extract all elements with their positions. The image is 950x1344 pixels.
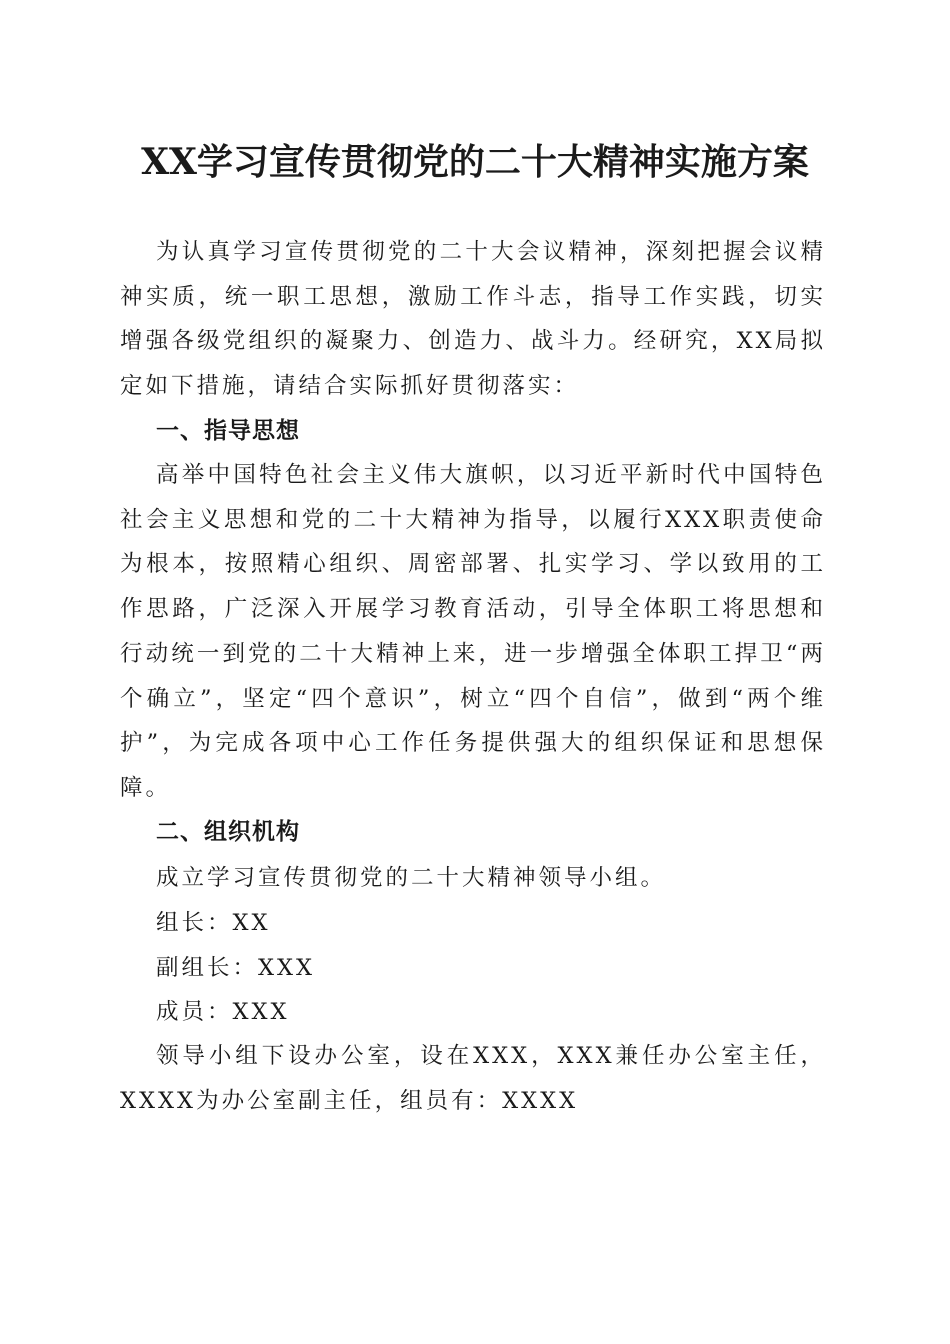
members-line: 成员：XXX xyxy=(156,999,290,1025)
deputy-leader-line: 副组长：XXX xyxy=(156,955,316,981)
section-heading-guiding-ideology: 一、指导思想 xyxy=(156,418,300,444)
intro-paragraph: 为认真学习宣传贯彻党的二十大会议精神，深刻把握会议精神实质，统一职工思想，激励工作斗志，指导工作实践，切实增强各级党组织的凝聚力、创造力、战斗力。经研究，XX局拟定如下措施，请结合实际抓好贯彻落实： xyxy=(120,239,826,400)
guiding-ideology-paragraph: 高举中国特色社会主义伟大旗帜，以习近平新时代中国特色社会主义思想和党的二十大精神为指导，以履行XXX职责使命为根本，按照精心组织、周密部署、扎实学习、学以致用的工作思路，广泛深入开展学习教育活动，引导全体职工将思想和行动统一到党的二十大精神上来，进一步增强全体职工捍卫“两个确立”，坚定“四个意识”，树立“四个自信”，做到“两个维护”，为完成各项中心工作任务提供强大的组织保证和思想保障。 xyxy=(120,462,826,801)
document-title: XX学习宣传贯彻党的二十大精神实施方案 xyxy=(141,141,809,183)
organization-intro-line: 成立学习宣传贯彻党的二十大精神领导小组。 xyxy=(156,865,667,891)
group-leader-line: 组长：XX xyxy=(156,910,271,936)
office-paragraph: 领导小组下设办公室，设在XXX，XXX兼任办公室主任，XXXX为办公室副主任，组员有：XXXX xyxy=(120,1043,826,1114)
section-heading-organization: 二、组织机构 xyxy=(156,819,300,845)
